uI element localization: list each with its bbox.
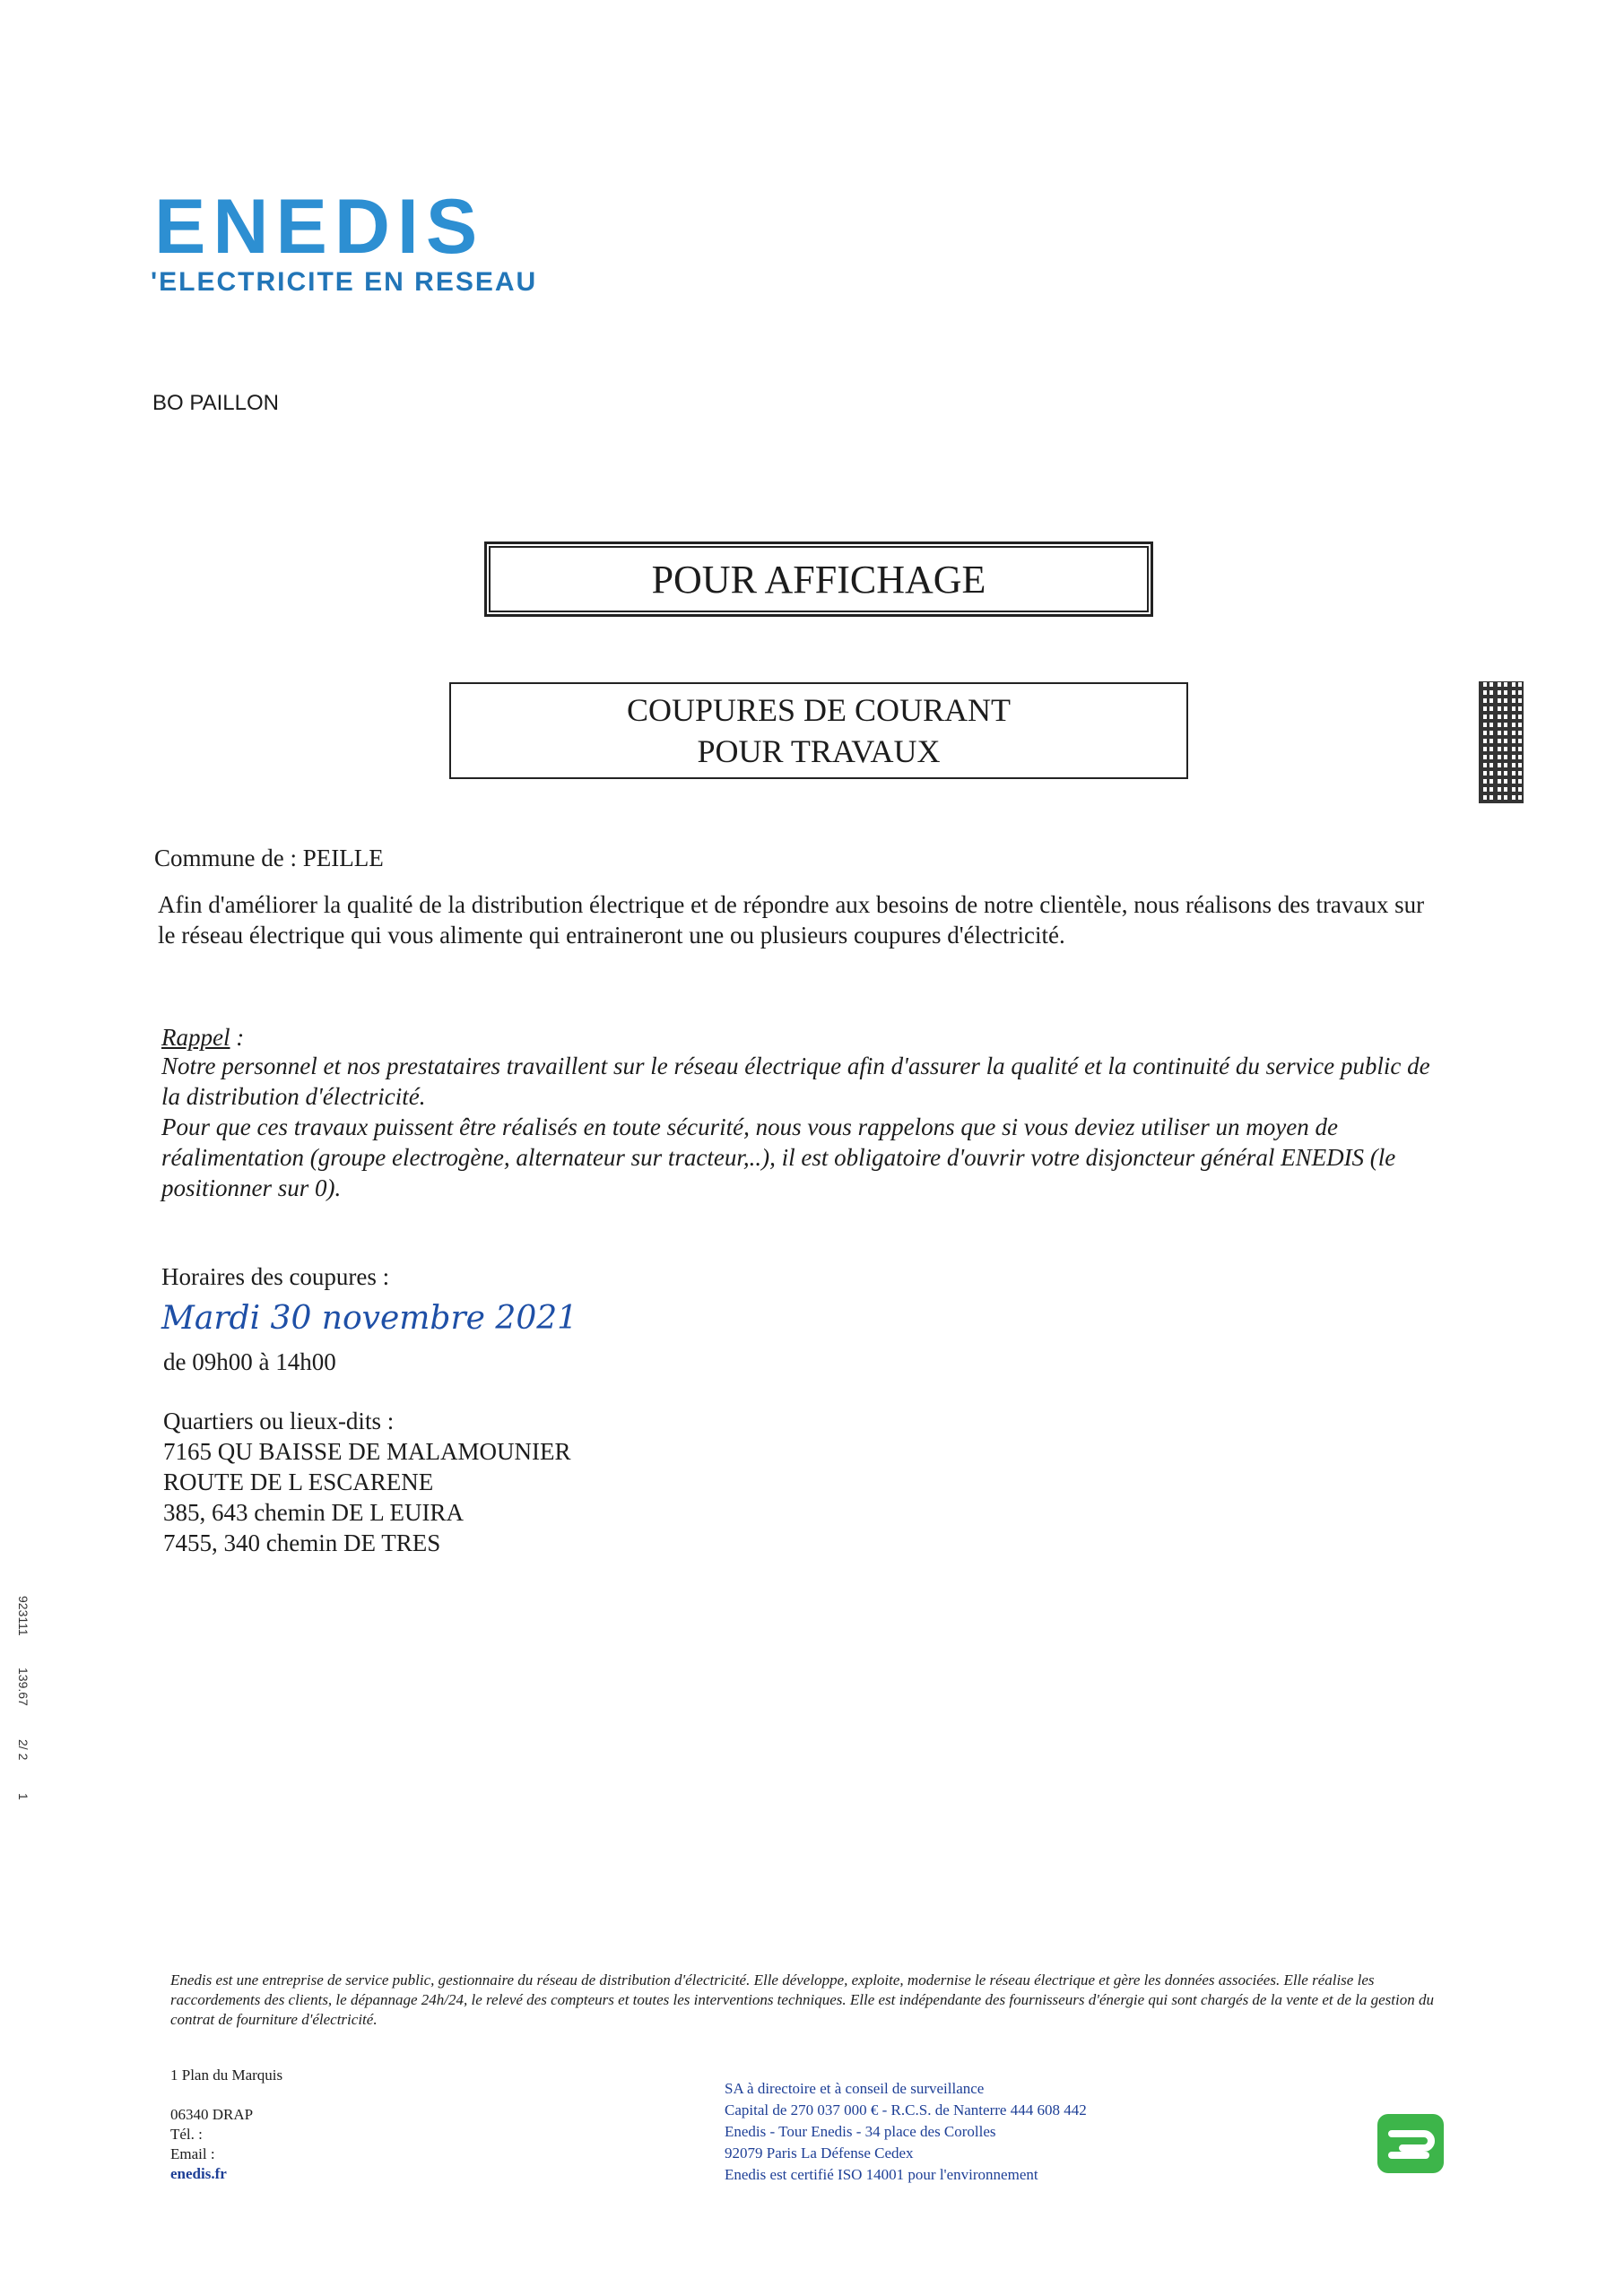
phone-label: Tél. :: [170, 2126, 203, 2143]
rappel-heading: [161, 1022, 244, 1053]
address-line: 06340 DRAP: [170, 2106, 254, 2123]
legal-line: Enedis est certifié ISO 14001 pour l'environnement: [725, 2166, 1038, 2183]
footer-address-left: [170, 2066, 282, 2184]
side-mark: 1: [16, 1793, 30, 1800]
legal-line: Capital de 270 037 000 € - R.C.S. de Nanterre 444 608 442: [725, 2101, 1087, 2118]
horaires-label: Horaires des coupures :: [161, 1263, 390, 1290]
location-item: 385, 643 chemin DE L EUIRA: [163, 1499, 464, 1526]
side-mark: 2/ 2: [16, 1739, 30, 1761]
hours-line: de 09h00 à 14h00: [163, 1348, 336, 1375]
rappel-paragraph-1: Notre personnel et nos prestataires travaillent sur le réseau électrique afin d'assurer la qualité et la continuité du service public de la distribution d'électricité.: [161, 1053, 1430, 1110]
website-link[interactable]: enedis.fr: [170, 2165, 227, 2182]
address-line: 1 Plan du Marquis: [170, 2066, 283, 2084]
rappel-block: [161, 1051, 1435, 1203]
footer-paragraph: Enedis est une entreprise de service public, gestionnaire du réseau de distribution d'électricité. Elle développe, exploite, modernise le réseau électrique et gère les données associées. Elle réalise les raccordements des clients, le dépannage 24h/24, le relevé des compteurs et toutes les interventions techniques. Elle est indépendante des fournisseurs d'énergie qui sont chargés de la vente et de la gestion du contrat de fourniture d'électricité.: [170, 1971, 1434, 2028]
location-item: 7165 QU BAISSE DE MALAMOUNIER: [163, 1438, 571, 1465]
enedis-symbol-icon: [1376, 2112, 1446, 2175]
enedis-logo: ENEDIS: [154, 184, 485, 270]
email-label: Email :: [170, 2145, 215, 2162]
side-marks: [11, 1596, 47, 1829]
legal-line: SA à directoire et à conseil de surveillance: [725, 2080, 985, 2097]
title-box: [484, 542, 1153, 617]
intro-paragraph: Afin d'améliorer la qualité de la distribution électrique et de répondre aux besoins de notre clientèle, nous réalisons des travaux sur le réseau électrique qui vous alimente qui entraineront une ou plusieurs coupures d'électricité.: [158, 891, 1425, 949]
rappel-title: Rappel: [161, 1024, 230, 1051]
subtitle-line-1: COUPURES DE COURANT: [626, 692, 1012, 728]
page-title: POUR AFFICHAGE: [651, 557, 986, 602]
legal-line: 92079 Paris La Défense Cedex: [725, 2144, 914, 2162]
logo-tagline: 'ELECTRICITE EN RESEAU: [151, 267, 538, 297]
locations-list: [163, 1436, 571, 1558]
subtitle-box: [449, 682, 1188, 779]
handwritten-date: Mardi 30 novembre 2021: [161, 1300, 578, 1337]
datamatrix-code: [1479, 681, 1524, 803]
sender-label: BO PAILLON: [152, 391, 279, 415]
subtitle-line-2: POUR TRAVAUX: [697, 733, 941, 769]
rappel-colon: :: [230, 1024, 245, 1051]
quartiers-label: Quartiers ou lieux-dits :: [163, 1408, 395, 1434]
location-item: 7455, 340 chemin DE TRES: [163, 1529, 441, 1556]
commune-line: Commune de : PEILLE: [154, 845, 384, 871]
footer-address-right: [725, 2078, 1087, 2186]
side-mark: 139.67: [16, 1668, 30, 1706]
rappel-paragraph-2: Pour que ces travaux puissent être réalisés en toute sécurité, nous vous rappelons que si vous deviez utiliser un moyen de réalimentation (groupe electrogène, alternateur sur tracteur,..), il est obligatoire d'ouvrir votre disjoncteur général ENEDIS (le positionner sur 0).: [161, 1113, 1396, 1201]
legal-line: Enedis - Tour Enedis - 34 place des Corolles: [725, 2123, 996, 2140]
location-item: ROUTE DE L ESCARENE: [163, 1469, 434, 1495]
side-mark: 923111: [16, 1596, 30, 1636]
